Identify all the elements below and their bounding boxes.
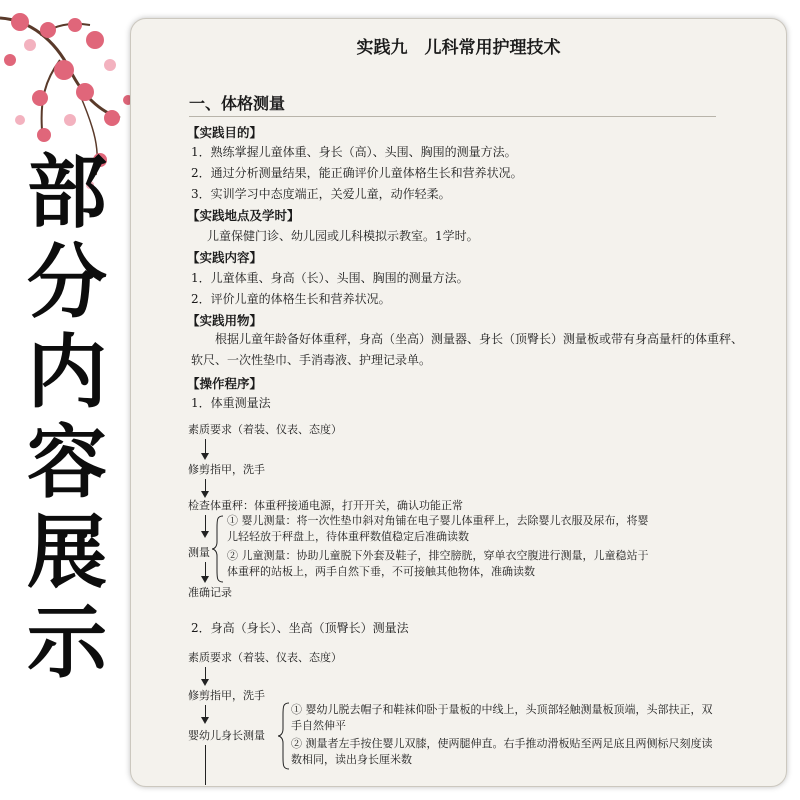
goal-tag: 【实践目的】 xyxy=(187,125,263,140)
side-title-char: 容 xyxy=(27,416,107,509)
flow-arrow xyxy=(201,717,209,724)
page-title: 实践九 儿科常用护理技术 xyxy=(356,38,561,58)
goal-line: 3．实训学习中态度端正，关爱儿童，动作轻柔。 xyxy=(191,187,451,201)
side-title-char: 展 xyxy=(27,506,107,599)
flow-arrow xyxy=(201,679,209,686)
flow-arrow xyxy=(201,453,209,460)
side-title-char: 内 xyxy=(27,326,107,419)
flow-step: 准确记录 xyxy=(188,586,232,599)
side-title xyxy=(12,148,122,688)
measure-item: ① 婴幼儿脱去帽子和鞋袜仰卧于量板的中线上，头顶部轻触测量板顶端，头部扶正，双手自然伸平 xyxy=(291,703,713,732)
procedure-tag: 【操作程序】 xyxy=(187,376,263,391)
place-line: 儿童保健门诊、幼儿园或儿科模拟示教室。1学时。 xyxy=(207,229,479,243)
flow-step: 检查体重秤：体重秤接通电源，打开开关，确认功能正常 xyxy=(188,499,463,512)
flow-measure-label: 测量 xyxy=(188,546,210,559)
flow-step: 修剪指甲，洗手 xyxy=(188,689,265,702)
side-title-char: 部 xyxy=(27,146,107,239)
content-line: 2．评价儿童的体格生长和营养状况。 xyxy=(191,292,391,306)
procedure-title: 1．体重测量法 xyxy=(191,396,271,410)
goal-line: 1．熟练掌握儿童体重、身长（高）、头围、胸围的测量方法。 xyxy=(191,145,517,159)
brace-icon xyxy=(211,514,225,584)
items-paragraph: 根据儿童年龄备好体重秤，身高（坐高）测量器、身长（顶臀长）测量板或带有身高量杆的体重秤、软尺、一次性垫巾、手消毒液、护理记录单。 xyxy=(191,332,744,367)
content-line: 1．儿童体重、身高（长）、头围、胸围的测量方法。 xyxy=(191,271,469,285)
book-page xyxy=(130,18,787,787)
measure-item: ② 测量者左手按住婴儿双膝，使两腿伸直。右手推动滑板贴至两足底且两侧标尺刻度读数相同，读出身长厘米数 xyxy=(291,737,713,766)
brace-icon xyxy=(277,701,291,771)
side-title-char: 示 xyxy=(27,596,107,689)
content-tag: 【实践内容】 xyxy=(187,250,263,265)
goal-line: 2．通过分析测量结果，能正确评价儿童体格生长和营养状况。 xyxy=(191,166,523,180)
flow-step: 修剪指甲，洗手 xyxy=(188,463,265,476)
flow-step: 素质要求（着装、仪表、态度） xyxy=(188,423,342,436)
flow-arrow xyxy=(201,576,209,583)
place-tag: 【实践地点及学时】 xyxy=(187,208,300,223)
items-tag: 【实践用物】 xyxy=(187,313,263,328)
measure-item: ② 儿童测量：协助儿童脱下外套及鞋子，排空膀胱，穿单衣空腹进行测量，儿童稳站于体重秤的站板上，两手自然下垂，不可接触其他物体，准确读数 xyxy=(227,549,649,578)
flow-arrow xyxy=(201,531,209,538)
flow-step: 素质要求（着装、仪表、态度） xyxy=(188,651,342,664)
side-title-char: 分 xyxy=(27,236,107,329)
section-divider xyxy=(189,116,716,117)
procedure-title: 2．身高（身长）、坐高（顶臀长）测量法 xyxy=(191,621,409,635)
section-heading: 一、体格测量 xyxy=(189,94,286,113)
flow-measure-label: 婴幼儿身长测量 xyxy=(188,729,265,742)
measure-item: ① 婴儿测量：将一次性垫巾斜对角铺在电子婴儿体重秤上，去除婴儿衣服及尿布，将婴儿轻轻放于秤盘上，待体重秤数值稳定后准确读数 xyxy=(227,514,649,543)
